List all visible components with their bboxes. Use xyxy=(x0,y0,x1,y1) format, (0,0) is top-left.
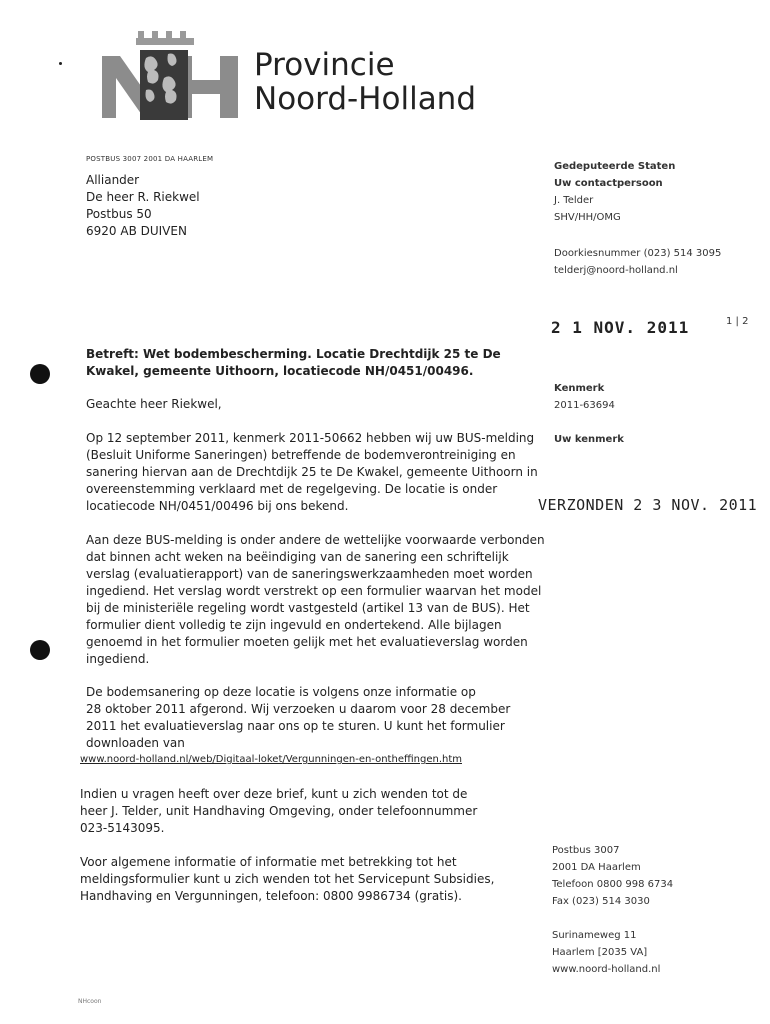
paragraph-line: Indien u vragen heeft over deze brief, kunt u zich wenden tot de xyxy=(80,787,468,801)
paragraph-line: Aan deze BUS-melding is onder andere de wettelijke voorwaarde verbonden xyxy=(86,533,545,547)
organization-name-line2: Noord-Holland xyxy=(254,81,477,117)
office-postbus: Postbus 3007 xyxy=(552,845,620,856)
office-street: Surinameweg 11 xyxy=(552,930,637,941)
paragraph-line: formulier dient volledig te zijn ingevuld en ondertekend. Alle bijlagen xyxy=(86,618,502,632)
paragraph-5 xyxy=(80,854,494,905)
paragraph-line: meldingsformulier kunt u zich wenden tot het Servicepunt Subsidies, xyxy=(80,872,495,886)
paragraph-line: 023-5143095. xyxy=(80,821,165,835)
salutation: Geachte heer Riekwel, xyxy=(86,397,222,411)
paragraph-3 xyxy=(86,684,510,752)
sidebar-contact-details xyxy=(554,245,721,279)
direct-phone: Doorkiesnummer (023) 514 3095 xyxy=(554,248,722,259)
punch-hole-bottom xyxy=(30,640,50,660)
paragraph-line: ingediend. xyxy=(86,652,150,666)
scan-speck xyxy=(59,62,62,65)
paragraph-line: dat binnen acht weken na beëindiging van de sanering een schriftelijk xyxy=(86,550,509,564)
paragraph-line: (Besluit Uniforme Saneringen) betreffende de bodemverontreiniging en xyxy=(86,448,516,462)
sidebar-contact-block xyxy=(554,158,675,226)
paragraph-line: locatiecode NH/0451/00496 bij ons bekend. xyxy=(86,499,349,513)
recipient-address xyxy=(86,172,200,240)
paragraph-line: downloaden van xyxy=(86,736,185,750)
page-number: 1 | 2 xyxy=(726,316,749,327)
organization-name-line1: Provincie xyxy=(254,47,395,83)
paragraph-line: heer J. Telder, unit Handhaving Omgeving, onder telefoonnummer xyxy=(80,804,478,818)
contact-email: telderj@noord-holland.nl xyxy=(554,265,678,276)
office-fax: Fax (023) 514 3030 xyxy=(552,896,650,907)
paragraph-line: De bodemsanering op deze locatie is volgens onze informatie op xyxy=(86,685,476,699)
subject-line2: Kwakel, gemeente Uithoorn, locatiecode NH/0451/00496. xyxy=(86,364,474,378)
kenmerk-value: 2011-63694 xyxy=(554,400,615,411)
paragraph-4 xyxy=(80,786,477,837)
date-stamp: 2 1 NOV. 2011 xyxy=(551,318,690,337)
recipient-name: De heer R. Riekwel xyxy=(86,190,200,204)
sender-return-address: POSTBUS 3007 2001 DA HAARLEM xyxy=(86,155,214,163)
kenmerk-label: Kenmerk xyxy=(554,383,605,394)
office-telefoon: Telefoon 0800 998 6734 xyxy=(552,879,674,890)
paragraph-line: Voor algemene informatie of informatie met betrekking tot het xyxy=(80,855,457,869)
subject-line1: Betreft: Wet bodembescherming. Locatie Drechtdijk 25 te De xyxy=(86,347,501,361)
footer-mark: NHcoon xyxy=(78,998,102,1005)
paragraph-line: 2011 het evaluatieverslag naar ons op te sturen. U kunt het formulier xyxy=(86,719,505,733)
uw-kenmerk-label: Uw kenmerk xyxy=(554,434,624,445)
office-postal-address xyxy=(552,842,673,910)
download-form-link[interactable]: www.noord-holland.nl/web/Digitaal-loket/Vergunningen-en-ontheffingen.htm xyxy=(80,754,462,765)
reference-block xyxy=(554,380,615,414)
paragraph-line: overeenstemming verklaard met de regelgeving. De locatie is onder xyxy=(86,482,498,496)
contact-code: SHV/HH/OMG xyxy=(554,212,621,223)
paragraph-line: genoemd in het formulier moeten gelijk met het evaluatieverslag worden xyxy=(86,635,528,649)
punch-hole-top xyxy=(30,364,50,384)
paragraph-1 xyxy=(86,430,538,515)
verzonden-stamp: VERZONDEN 2 3 NOV. 2011 xyxy=(538,496,758,514)
paragraph-line: Op 12 september 2011, kenmerk 2011-50662 hebben wij uw BUS-melding xyxy=(86,431,535,445)
recipient-city: 6920 AB DUIVEN xyxy=(86,224,187,238)
recipient-company: Alliander xyxy=(86,173,140,187)
paragraph-line: Handhaving en Vergunningen, telefoon: 0800 9986734 (gratis). xyxy=(80,889,462,903)
department-label: Gedeputeerde Staten xyxy=(554,161,676,172)
contact-name: J. Telder xyxy=(554,195,594,206)
paragraph-line: sanering hiervan aan de Drechtdijk 25 te De Kwakel, gemeente Uithoorn in xyxy=(86,465,538,479)
organization-name xyxy=(254,48,476,116)
office-visiting-address xyxy=(552,927,660,978)
paragraph-line: verslag (evaluatierapport) van de saneringswerkzaamheden moet worden xyxy=(86,567,533,581)
paragraph-line: 28 oktober 2011 afgerond. Wij verzoeken u daarom voor 28 december xyxy=(86,702,511,716)
province-logo-icon xyxy=(100,30,240,122)
office-street-city: Haarlem [2035 VA] xyxy=(552,947,648,958)
recipient-postbus: Postbus 50 xyxy=(86,207,152,221)
paragraph-line: ingediend. Het verslag wordt verstrekt op een formulier waarvan het model xyxy=(86,584,542,598)
office-city: 2001 DA Haarlem xyxy=(552,862,641,873)
paragraph-line: bij de ministeriële regeling wordt vastgesteld (artikel 13 van de BUS). Het xyxy=(86,601,530,615)
office-website: www.noord-holland.nl xyxy=(552,964,661,975)
paragraph-2 xyxy=(86,532,545,668)
subject xyxy=(86,346,501,380)
contact-label: Uw contactpersoon xyxy=(554,178,663,189)
